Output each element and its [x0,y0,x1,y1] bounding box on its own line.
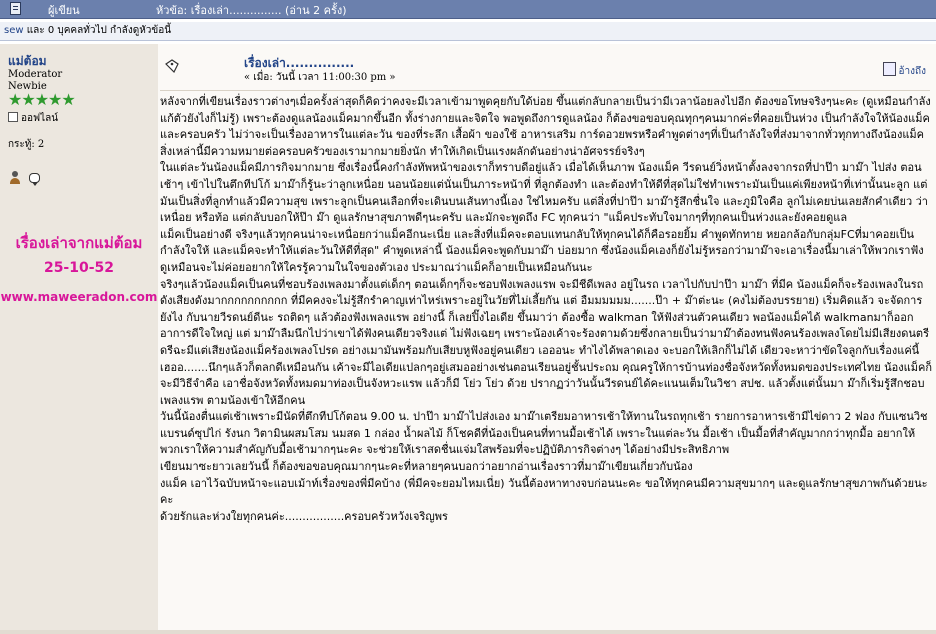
post-paragraph: ดรีฉะมีแต่เสียงน้องแม็คร้องเพลงโปรด อย่างเมามันพร้อมกับเสียบหูฟังอยู่คนเดียว เอออนะ ทำไงได้พลาดเอง จะบอกให้เลิกก็ไม่ได้ เดียวจะหาว่าขัดใจลูกกับเรื่องแค่นี้ เฮออ.......นึกๆแล้วก็ตลกดีเหมือนกัน เค้าจะมีไอเดียแปลกๆอยู่เสมออย่างเช่นตอนเรียนอยู่ชั้นประถม คุณครูให้การบ้านท่องชื่อจังหวัดทั้งหมดของประเทศไทย น้องแม็คก็จะมีวิธีจำคือ เอาชื่อจังหวัดทั้งหมดมาท่องเป็นจังหวะแรพ แล้วก็มี โย่ว โย่ว ด้วย ปรากฏว่าวันนั้นวีรดนย์ได้คะแนนเต็มในวิชา สปช. แล้วตั้งแต่นั้นมา ม๊าก็เริ่มรู้สึกชอบเพลงแรพ ตามน้องเข้าให้อีกคน [160,343,933,407]
topic-page-icon [10,2,21,15]
personal-message-icon[interactable] [29,173,40,183]
online-status [8,111,58,126]
quote-button[interactable] [883,62,926,79]
post-paragraph: จริงๆแล้วน้องแม็คเป็นคนที่ชอบร้องเพลงมาตั้งแต่เด็กๆ ตอนเด็กๆก็จะชอบฟังเพลงแรพ จะมีชีดีเพลง อยู่ในรถ เวลาไปกับปาป๊า มาม๊า ที่มีค น้องแม็คก็จะร้องเพลงในรถดังเสียงดังมากกกกกกกกกก ที่มีคคงจะไม่รู้สึกรำคาญเท่าไหร่เพราะอยู่ในวัยที่ไม่เลี้ยกัน แต่ อืมมมมมม.......ป๊า + ม๊าต่ะนะ (คงไม่ต้องบรรยาย) เริ่มคิดแล้ว จะจัดการยังไง กับนายวีรดนย์ดีนะ รถติดๆ แล้วต้องฟังเพลงแรพ อย่างนี้ ก็เลยปิ๊งไอเดีย ขึ้นมาว่า ต้องซื้อ walkman ให้ฟังส่วนตัวคนเดียว พอน้องแม็คได้ walkmanมาก็ออกอาการดีใจใหญ่ แต่ มาม๊าลืมนึกไปว่าเขาได้ฟังคนเดียวจริงแต่ ไม่ฟังเฉยๆ เพราะน้องเค้าจะร้องตามด้วยซึ่งกลายเป็นว่ามาม๊าต้องทนฟังคนร้องเพลงโดยไม่มีเสียงดนตรี [160,277,929,341]
post-paragraph: แม็คเป็นอย่างดี จริงๆแล้วทุกคนน่าจะเหนื่อยกว่าแม็คอีกนะเนี่ย และสิ่งที่แม็คจะตอบแทนกลับให้ทุกคนได้ก็คือรอยยิ้ม คำพูดทักทาย หยอกล้อกับกลุ่มFCที่มาคอยเป็นกำลังใจให้ และแม็คจะทำให้แต่ละวันให้ดีที่สุด" คำพูดเหล่านี้ น้องแม็คจะพูดกับมาม๊า บ่อยมาก ซึ่งน้องแม็คเองก็ยังไม่รู้หรอกว่ามาม๊าจะเอาเรื่องนี้มาเล่าให้พวกเราฟัง ดูเหมือนจะไม่ค่อยอยากให้ใครรู้ความในใจของตัวเอง ประมาณว่าแม็คก็อายเป็นเหมือนกันนะ [160,227,924,274]
topic-subject-header: หัวข้อ: เรื่องเล่า............... (อ่าน 2 ครั้ง) [156,4,347,17]
post-content-area [158,44,936,634]
viewers-text: และ 0 บุคคลทั่วไป กำลังดูหัวข้อนี้ [26,25,172,36]
post-timestamp: « เมื่อ: วันนี้ เวลา 11:00:30 pm » [244,72,396,83]
post-paragraph: วันนี้น้องตื่นแต่เช้าเพราะมีนัดที่ตึกทีปโก้ตอน 9.00 น. ปาป๊า มาม๊าไปส่งเอง มาม๊าเตรียมอาหารเช้าให้ทานในรถทุกเช้า รายการอาหารเช้ามีไข่ดาว 2 ฟอง กับแซนวิช แบรนด์ซุปไก่ รังนก วิตามินผสมโสม นมสด 1 กล่อง น้ำผลไม้ ก็โชคดีที่น้องเป็นคนที่ทานมื้อเช้าได้ เพราะในแต่ละวัน มื้อเช้า เป็นมื้อที่สำคัญมากกว่าทุกมื้อ อยากให้พวกเราให้ความสำคัญกับมื้อเช้ามากๆนะคะ จะช่วยให้เราสดชื่นแจ่มใสพร้อมที่จะปฏิบัติภารกิจต่างๆ ได้อย่างมีประสิทธิภาพ [160,410,928,457]
viewers-bar [0,22,936,41]
poster-name-link[interactable]: แม่ต้อม [8,54,47,68]
quote-button-label: อ้างถึง [898,66,926,77]
post-paragraph: เขียนมาซะยาวเลยวันนี้ ก็ต้องขอขอบคุณมากๆนะคะที่หลายๆคนบอกว่าอยากอ่านเรื่องราวที่มาม๊าเขียนเกี่ยวกับน้อง [160,460,693,474]
quote-icon [883,62,896,76]
post-title-link[interactable]: เรื่องเล่า............... [244,56,355,70]
signature-date: 25-10-52 [43,260,115,276]
rank-stars: ★★★★★ [8,90,75,109]
post-count: กระทู้: 2 [8,139,45,150]
poster-role: Moderator [8,69,63,80]
poster-group: Newbie [8,81,47,92]
post-divider [160,90,930,91]
post-paragraph: หลังจากที่เขียนเรื่องราวต่างๆเมื่อครั้งล่าสุดก็คิดว่าคงจะมีเวลาเข้ามาพูดคุยกับใด้บ่อย ขึ้นแต่กลับกลายเป็นว่ามีเวลาน้อยลงไปอีก ต้องขอโทษจริงๆนะคะ (ดูเหมือนกำลังแก้ตัวยังไงก็ไม่รู้) เพราะต้องดูแลน้องแม็คมากขึ้นอีก ทั้งร่างกายและจิตใจ พอพูดถึงการดูแลน้อง ก็ต้องขอขอบคุณทุกๆคนมากค่ะที่คอยเป็นห่วง เป็นกำลังใจให้น้องแม็ค และครอบครัว ไม่ว่าจะเป็นเรื่องอาหารในแต่ละวัน ของที่ระลึก เสื้อผ้า ของใช้ อาหารเสริม การ์ดอวยพรหรือคำพูดต่างๆที่เป็นกำลังใจที่ส่งมาจากทั่วทุกทางถึงน้องแม็ค สิ่งเหล่านี้มีความหมายต่อครอบครัวของเรามากมายยิ่งนัก ทำให้เกิดเป็นแรงผลักดันอย่างน่าอัศจรรย์จริงๆ [160,95,931,158]
post-paragraph: ด้วยรักและห่วงใยทุกคนค่ะ.................ครอบครัวหวังเจริญพร [160,509,448,523]
online-status-label: ออฟไลน์ [21,113,59,124]
offline-status-icon [8,112,18,122]
viewer-link[interactable]: sew [4,25,24,36]
profile-person-icon[interactable] [8,171,22,185]
poster-sidebar [0,44,158,634]
post-body [160,94,934,525]
post-paragraph: งแม็ค เอาไว้ฉบับหน้าจะแอบเม้าท์เรื่องของพี่มีคบ้าง (พี่มีคจะยอมไหมเนี่ย) วันนี้ต้องหาทางจบก่อนนะคะ ขอให้ทุกคนมีความสุขมากๆ และดูแลรักษาสุขภาพกันด้วยนะคะ [160,476,928,507]
thread-header-bar [0,0,936,19]
profile-icons [8,170,42,189]
signature-url: www.maweeradon.com [0,290,158,304]
post-paragraph: ในแต่ละวันน้องแม็คมีภารกิจมากมาย ซึ่งเรื่องนี้คงกำลังทัพหน้าของเราก็ทราบดีอยู่แล้ว เมื่อได้เห็นภาพ น้องแม็ค วีรดนย์วิ่งหน้าตั้งลงจากรถที่ปาป๊า มาม๊า ไปส่ง ตอนเช้าๆ เข้าไปในตึกทีปโก้ มาม๊าก็รู้นะว่าลูกเหนื่อย นอนน้อยแต่นั่นเป็นภาระหน้าที่ ที่ลูกต้องทำ และต้องทำให้ดีที่สุดไม่ใช่ทำเพราะมันเป็นแค่เพียงหน้าที่เท่านั้นนะลูก แต่มันเป็นสิ่งที่ลูกทำแล้วมีความสุข เพราะลูกเป็นคนเลือกที่จะเดินบนเส้นทางนี้เอง ใช่ไหมครับ แต่สิ่งที่ปาป๊า มาม๊ารู้สึกชื่นใจ และภูมิใจคือ ลูกไม่เคยบ่นเลยสักคำเดียว ว่าเหนื่อย หรือท้อ แต่กลับบอกให้ป๊า ม๊า ดูแลรักษาสุขภาพดีๆนะครับ และมักจะพูดถึง FC ทุกคนว่า "แม็คประทับใจมากๆที่ทุกคนเป็นห่วงและยังคอยดูแล [160,161,928,225]
author-column-header: ผู้เขียน [48,4,80,17]
signature-title: เรื่องเล่าจากแม่ต้อม [15,234,143,252]
bottom-divider [0,630,936,634]
post-tag-icon [164,58,180,74]
